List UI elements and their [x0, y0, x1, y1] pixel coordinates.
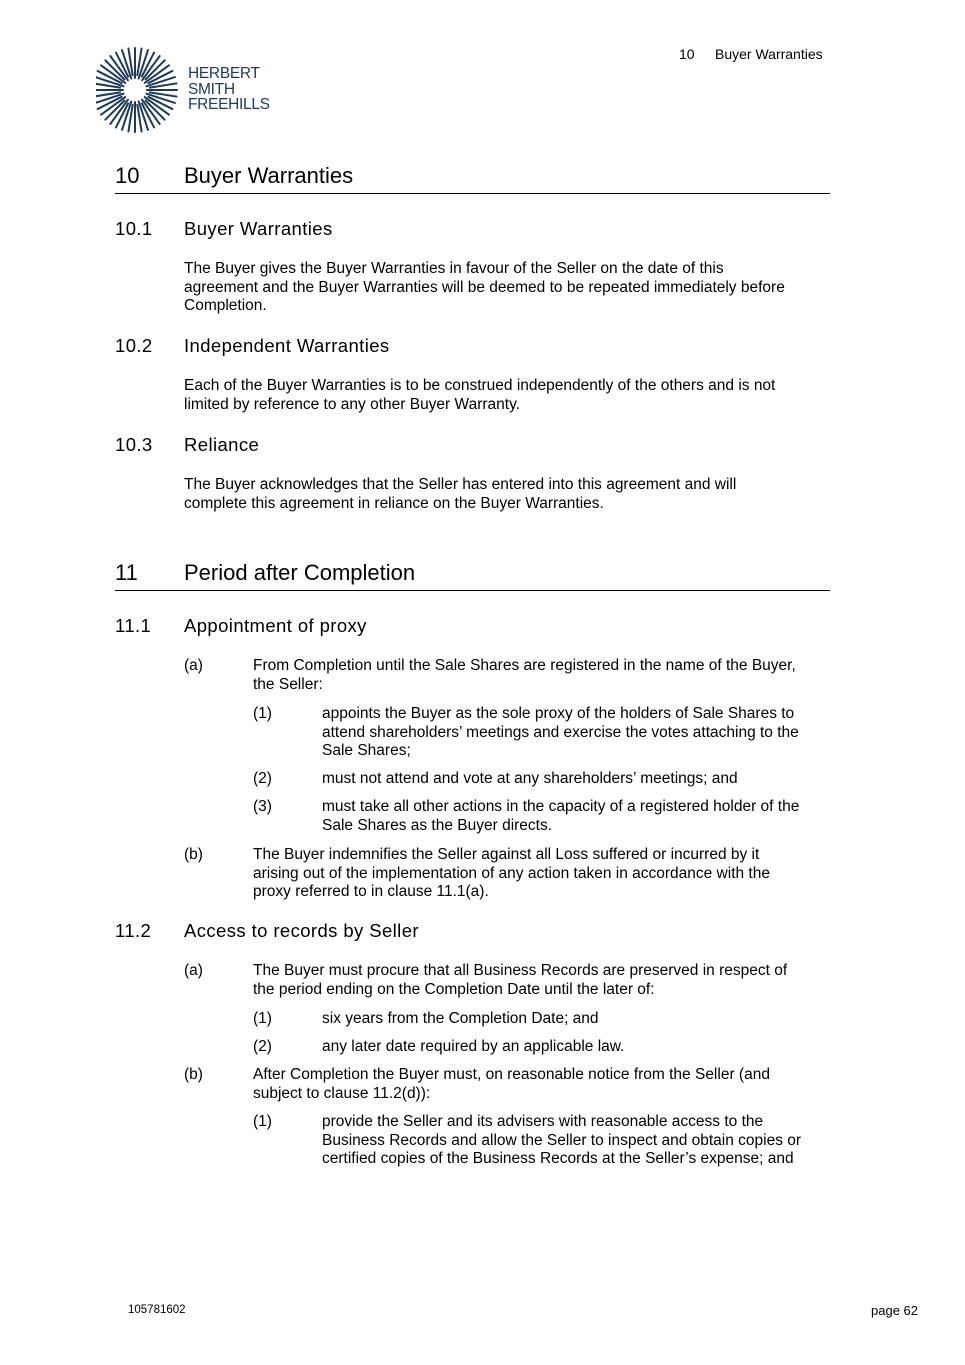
text-line: Sale Shares as the Buyer directs. [322, 816, 553, 834]
text-line: The Buyer acknowledges that the Seller has entered into this agreement and will [184, 476, 737, 493]
item-text [253, 1066, 828, 1103]
item-text [253, 846, 828, 902]
logo-wordmark [188, 66, 270, 113]
text-line: the Seller: [253, 675, 323, 693]
subitem-text [322, 705, 832, 761]
document-number: 105781602 [128, 1304, 186, 1316]
subitem-label: (2) [253, 1038, 272, 1055]
text-line: appoints the Buyer as the sole proxy of the holders of Sale Shares to [322, 705, 795, 722]
clause-body [184, 260, 824, 316]
subitem-label: (1) [253, 705, 272, 722]
clause-number: 10.2 [115, 335, 153, 356]
text-line: limited by reference to any other Buyer Warranty. [184, 395, 520, 413]
subitem-text [322, 1113, 832, 1169]
item-text [253, 657, 828, 694]
text-line: Completion. [184, 297, 267, 315]
clause-title: Appointment of proxy [184, 615, 367, 636]
text-line: Business Records and allow the Seller to inspect and obtain copies or [322, 1131, 802, 1149]
text-line: The Buyer gives the Buyer Warranties in favour of the Seller on the date of this [184, 260, 724, 277]
text-line: The Buyer indemnifies the Seller against all Loss suffered or incurred by it [253, 846, 760, 863]
item-label: (a) [184, 962, 203, 979]
section-number: 11 [115, 560, 138, 585]
logo-line-2: SMITH [188, 80, 235, 98]
text-line: complete this agreement in reliance on the Buyer Warranties. [184, 494, 604, 512]
clause-number: 10.1 [115, 218, 153, 239]
item-label: (a) [184, 657, 203, 674]
text-line: The Buyer must procure that all Business Records are preserved in respect of [253, 962, 788, 979]
text-line: subject to clause 11.2(d)): [253, 1084, 431, 1102]
clause-number: 11.2 [115, 920, 152, 941]
text-line: must not attend and vote at any shareholders’ meetings; and [322, 770, 738, 787]
clause-body [184, 377, 824, 414]
clause-heading [115, 218, 333, 240]
clause-title: Independent Warranties [184, 335, 390, 356]
text-line: arising out of the implementation of any action taken in accordance with the [253, 864, 770, 882]
text-line: From Completion until the Sale Shares are registered in the name of the Buyer, [253, 657, 796, 674]
logo-line-1: HERBERT [188, 65, 260, 82]
text-line: After Completion the Buyer must, on reasonable notice from the Seller (and [253, 1066, 770, 1083]
clause-title: Reliance [184, 434, 260, 455]
subitem-text [322, 1010, 832, 1029]
text-line: must take all other actions in the capacity of a registered holder of the [322, 798, 800, 815]
section-heading [115, 560, 830, 591]
logo-line-3: FREEHILLS [188, 96, 270, 113]
text-line: Sale Shares; [322, 742, 411, 760]
clause-title: Buyer Warranties [184, 218, 333, 239]
text-line: agreement and the Buyer Warranties will be deemed to be repeated immediately before [184, 278, 785, 296]
running-header-number: 10 [679, 46, 695, 62]
subitem-text [322, 798, 832, 835]
subitem-label: (3) [253, 798, 272, 815]
subitem-text [322, 1038, 832, 1057]
running-header [679, 46, 823, 62]
subitem-label: (1) [253, 1010, 272, 1027]
section-heading [115, 163, 830, 194]
item-label: (b) [184, 846, 203, 863]
running-header-title: Buyer Warranties [715, 46, 823, 62]
clause-heading [115, 920, 419, 942]
subitem-label: (1) [253, 1113, 272, 1130]
clause-number: 10.3 [115, 434, 153, 455]
section-title: Buyer Warranties [184, 163, 354, 188]
clause-title: Access to records by Seller [184, 920, 419, 941]
text-line: proxy referred to in clause 11.1(a). [253, 883, 489, 901]
clause-heading [115, 335, 390, 357]
subitem-text [322, 770, 832, 789]
text-line: provide the Seller and its advisers with reasonable access to the [322, 1113, 764, 1130]
text-line: attend shareholders’ meetings and exercise the votes attaching to the [322, 723, 799, 741]
subitem-label: (2) [253, 770, 272, 787]
text-line: six years from the Completion Date; and [322, 1010, 599, 1027]
text-line: any later date required by an applicable law. [322, 1038, 625, 1055]
item-text [253, 962, 828, 999]
text-line: certified copies of the Business Records at the Seller’s expense; and [322, 1150, 794, 1168]
section-number: 10 [115, 163, 140, 188]
section-title: Period after Completion [184, 560, 416, 585]
clause-heading [115, 434, 259, 456]
item-label: (b) [184, 1066, 203, 1083]
clause-body [184, 476, 824, 513]
text-line: Each of the Buyer Warranties is to be construed independently of the others and is not [184, 377, 776, 394]
clause-number: 11.1 [115, 615, 152, 636]
page-number: page 62 [871, 1303, 918, 1318]
text-line: the period ending on the Completion Date until the later of: [253, 980, 655, 998]
clause-heading [115, 615, 367, 637]
